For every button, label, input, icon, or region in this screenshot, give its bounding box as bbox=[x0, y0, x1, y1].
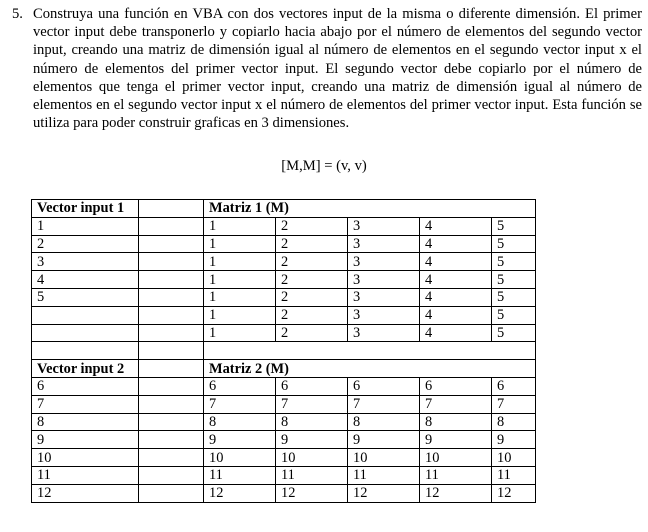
matrix-cell: 4 bbox=[420, 306, 492, 324]
matrix-cell: 2 bbox=[276, 217, 348, 235]
table-row bbox=[32, 466, 536, 484]
matrix-cell: 12 bbox=[492, 484, 536, 502]
vector-cell: 7 bbox=[32, 395, 139, 413]
matrix-cell: 6 bbox=[492, 377, 536, 395]
matrix-cell: 10 bbox=[420, 449, 492, 467]
matrix-header: Matriz 2 (M) bbox=[204, 360, 536, 378]
matrix-cell: 11 bbox=[348, 466, 420, 484]
spacer-cell bbox=[139, 395, 204, 413]
matrix-cell: 12 bbox=[420, 484, 492, 502]
matrix-cell: 7 bbox=[276, 395, 348, 413]
matrix-cell: 7 bbox=[420, 395, 492, 413]
spacer-cell bbox=[139, 271, 204, 289]
matrix-cell: 1 bbox=[204, 324, 276, 342]
matrix-cell: 8 bbox=[492, 413, 536, 431]
matrix-cell: 2 bbox=[276, 253, 348, 271]
matrix-cell: 3 bbox=[348, 271, 420, 289]
vector-cell: 3 bbox=[32, 253, 139, 271]
vector-cell: 10 bbox=[32, 449, 139, 467]
matrix-cell: 3 bbox=[348, 324, 420, 342]
spacer-cell bbox=[139, 360, 204, 378]
matrix-cell: 9 bbox=[420, 431, 492, 449]
matrix-cell: 6 bbox=[420, 377, 492, 395]
matrix-cell: 11 bbox=[276, 466, 348, 484]
matrix-cell: 10 bbox=[204, 449, 276, 467]
vector-cell: 2 bbox=[32, 235, 139, 253]
matrix-cell: 3 bbox=[348, 306, 420, 324]
matrix-cell: 5 bbox=[492, 271, 536, 289]
vector-cell: 8 bbox=[32, 413, 139, 431]
table-row bbox=[32, 271, 536, 289]
matrix-cell: 5 bbox=[492, 306, 536, 324]
matrix-cell: 5 bbox=[492, 217, 536, 235]
table-row bbox=[32, 484, 536, 502]
matrix-cell: 1 bbox=[204, 253, 276, 271]
matrix-cell: 6 bbox=[348, 377, 420, 395]
matrix-cell: 4 bbox=[420, 217, 492, 235]
blank-row bbox=[32, 342, 536, 360]
matrix-cell: 5 bbox=[492, 324, 536, 342]
matrix-cell: 10 bbox=[348, 449, 420, 467]
table-row bbox=[32, 413, 536, 431]
table-row bbox=[32, 288, 536, 306]
spacer-cell bbox=[139, 253, 204, 271]
matrix-cell: 6 bbox=[276, 377, 348, 395]
matrix-cell: 3 bbox=[348, 288, 420, 306]
blank-cell bbox=[204, 342, 536, 360]
blank-cell bbox=[139, 342, 204, 360]
vector-cell: 9 bbox=[32, 431, 139, 449]
matrix-cell: 1 bbox=[204, 271, 276, 289]
matrix-cell: 1 bbox=[204, 306, 276, 324]
matrix-cell: 4 bbox=[420, 235, 492, 253]
matrix-cell: 5 bbox=[492, 253, 536, 271]
matrix-cell: 1 bbox=[204, 235, 276, 253]
spacer-cell bbox=[139, 200, 204, 218]
matrix-cell: 2 bbox=[276, 324, 348, 342]
matrix-cell: 11 bbox=[204, 466, 276, 484]
matrix-cell: 4 bbox=[420, 288, 492, 306]
matrix-cell: 6 bbox=[204, 377, 276, 395]
matrix-cell: 9 bbox=[276, 431, 348, 449]
vector-cell bbox=[32, 306, 139, 324]
matrix-cell: 2 bbox=[276, 306, 348, 324]
matrix-cell: 2 bbox=[276, 288, 348, 306]
spacer-cell bbox=[139, 413, 204, 431]
matrix-cell: 4 bbox=[420, 324, 492, 342]
matrix-cell: 9 bbox=[348, 431, 420, 449]
matrix-cell: 7 bbox=[348, 395, 420, 413]
matrix-cell: 8 bbox=[420, 413, 492, 431]
matrix-header: Matriz 1 (M) bbox=[204, 200, 536, 218]
matrix-cell: 12 bbox=[204, 484, 276, 502]
matrix-cell: 7 bbox=[492, 395, 536, 413]
matrix-cell: 5 bbox=[492, 288, 536, 306]
table-row bbox=[32, 306, 536, 324]
matrix-cell: 8 bbox=[204, 413, 276, 431]
matrix-cell: 9 bbox=[492, 431, 536, 449]
matrix-cell: 1 bbox=[204, 288, 276, 306]
matrix-cell: 12 bbox=[348, 484, 420, 502]
spacer-cell bbox=[139, 484, 204, 502]
table-row bbox=[32, 449, 536, 467]
problem-text: Construya una función en VBA con dos vectores input de la misma o diferente dimensión. El primer vector input debe transponerlo y copiarlo hacia abajo por el número de elementos del segundo vector input, creando una matriz de dimensión igual al número de elementos en el segundo vector input x el número de elementos del primer vector input. El segundo vector debe copiarlo por el número de elementos que tenga el primer vector input, creando una matriz de dimensión igual al número de elementos en el segundo vector input x el número de elementos del primer vector input. Esta función se utiliza para poder construir graficas en 3 dimensiones. bbox=[33, 6, 642, 132]
spacer-cell bbox=[139, 324, 204, 342]
header-row-2 bbox=[32, 360, 536, 378]
vector-cell: 11 bbox=[32, 466, 139, 484]
vector-cell: 5 bbox=[32, 288, 139, 306]
vector-cell: 12 bbox=[32, 484, 139, 502]
table-row bbox=[32, 235, 536, 253]
spacer-cell bbox=[139, 306, 204, 324]
matrix-cell: 2 bbox=[276, 271, 348, 289]
matrix-cell: 7 bbox=[204, 395, 276, 413]
matrix-cell: 3 bbox=[348, 235, 420, 253]
vector-cell bbox=[32, 324, 139, 342]
spacer-cell bbox=[139, 431, 204, 449]
table-row bbox=[32, 253, 536, 271]
table-row bbox=[32, 324, 536, 342]
spacer-cell bbox=[139, 377, 204, 395]
matrix-cell: 3 bbox=[348, 217, 420, 235]
table-row bbox=[32, 377, 536, 395]
table-row bbox=[32, 431, 536, 449]
matrix-cell: 4 bbox=[420, 271, 492, 289]
spacer-cell bbox=[139, 449, 204, 467]
problem-statement bbox=[12, 5, 642, 132]
matrix-cell: 8 bbox=[348, 413, 420, 431]
matrix-cell: 11 bbox=[492, 466, 536, 484]
table-row bbox=[32, 395, 536, 413]
spacer-cell bbox=[139, 235, 204, 253]
matrix-cell: 1 bbox=[204, 217, 276, 235]
matrix-cell: 3 bbox=[348, 253, 420, 271]
spacer-cell bbox=[139, 217, 204, 235]
vector-cell: 6 bbox=[32, 377, 139, 395]
equation: [M,M] = (v, v) bbox=[281, 158, 367, 174]
matrix-cell: 12 bbox=[276, 484, 348, 502]
matrix-cell: 9 bbox=[204, 431, 276, 449]
matrix-cell: 10 bbox=[492, 449, 536, 467]
matrix-cell: 10 bbox=[276, 449, 348, 467]
vector-header: Vector input 2 bbox=[32, 360, 139, 378]
matrix-cell: 4 bbox=[420, 253, 492, 271]
problem-number: 5. bbox=[12, 6, 23, 22]
vectors-matrices-table bbox=[31, 199, 536, 503]
spacer-cell bbox=[139, 288, 204, 306]
spacer-cell bbox=[139, 466, 204, 484]
matrix-cell: 11 bbox=[420, 466, 492, 484]
vector-header: Vector input 1 bbox=[32, 200, 139, 218]
vector-cell: 1 bbox=[32, 217, 139, 235]
matrix-cell: 8 bbox=[276, 413, 348, 431]
table-row bbox=[32, 217, 536, 235]
vector-cell: 4 bbox=[32, 271, 139, 289]
header-row-1 bbox=[32, 200, 536, 218]
blank-cell bbox=[32, 342, 139, 360]
matrix-cell: 5 bbox=[492, 235, 536, 253]
matrix-cell: 2 bbox=[276, 235, 348, 253]
